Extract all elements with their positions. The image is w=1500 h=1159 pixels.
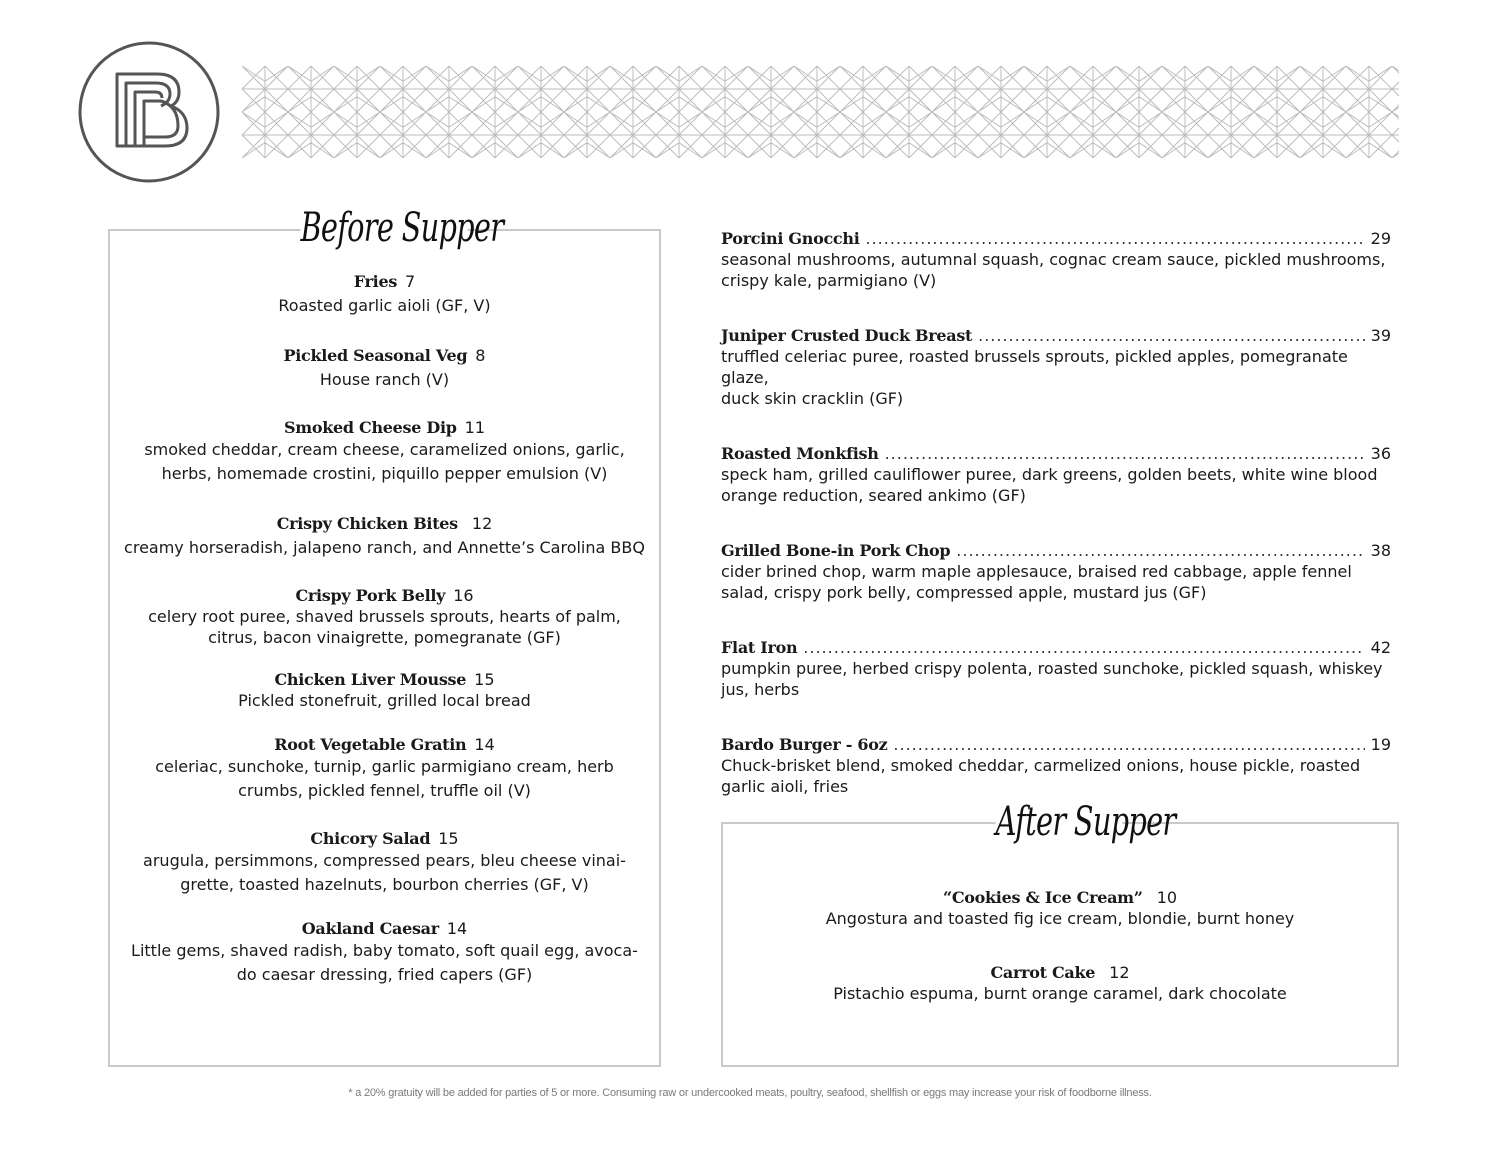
item-price: 36 bbox=[1370, 444, 1391, 463]
menu-item bbox=[124, 670, 645, 711]
menu-item bbox=[721, 228, 1391, 291]
item-description: herbs, homemade crostini, piquillo pepper emulsion (V) bbox=[161, 464, 608, 483]
item-price: 15 bbox=[438, 829, 459, 848]
menu-item bbox=[721, 443, 1391, 506]
after-supper-list bbox=[723, 887, 1397, 1037]
item-price: 12 bbox=[471, 514, 493, 533]
item-name: Porcini Gnocchi bbox=[721, 229, 860, 248]
item-name: Oakland Caesar bbox=[301, 919, 439, 938]
item-price: 29 bbox=[1370, 229, 1391, 248]
item-price: 15 bbox=[474, 670, 495, 689]
item-name: Grilled Bone-in Pork Chop bbox=[721, 541, 951, 560]
item-description: Pistachio espuma, burnt orange caramel, dark chocolate bbox=[833, 984, 1287, 1003]
item-description: Pickled stonefruit, grilled local bread bbox=[238, 691, 531, 710]
item-description: duck skin cracklin (GF) bbox=[721, 389, 904, 408]
item-name: Crispy Pork Belly bbox=[295, 586, 446, 605]
item-price: 38 bbox=[1370, 541, 1391, 560]
item-description: celery root puree, shaved brussels sprouts, hearts of palm, bbox=[148, 607, 621, 626]
item-description: do caesar dressing, fried capers (GF) bbox=[236, 965, 533, 984]
item-name: Carrot Cake bbox=[990, 963, 1096, 982]
item-description: grette, toasted hazelnuts, bourbon cherries (GF, V) bbox=[180, 875, 589, 894]
menu-item bbox=[124, 344, 645, 392]
item-description: Chuck-brisket blend, smoked cheddar, carmelized onions, house pickle, roasted bbox=[721, 756, 1361, 775]
item-price: 14 bbox=[446, 919, 468, 938]
item-description: pumpkin puree, herbed crispy polenta, roasted sunchoke, pickled squash, whiskey bbox=[721, 659, 1383, 678]
dot-leader bbox=[956, 540, 1364, 561]
item-price: 14 bbox=[474, 735, 495, 754]
item-description: truffled celeriac puree, roasted brussels sprouts, pickled apples, pomegranate glaze, bbox=[721, 347, 1348, 387]
item-name: Root Vegetable Gratin bbox=[274, 735, 467, 754]
bardo-logo bbox=[77, 40, 221, 184]
item-price: 39 bbox=[1370, 326, 1391, 345]
menu-item bbox=[723, 887, 1397, 929]
item-price: 19 bbox=[1370, 735, 1391, 754]
dot-leader bbox=[978, 325, 1365, 346]
item-description: Angostura and toasted fig ice cream, blondie, burnt honey bbox=[825, 909, 1295, 928]
item-name: Smoked Cheese Dip bbox=[283, 418, 457, 437]
item-description: Roasted garlic aioli (GF, V) bbox=[278, 296, 491, 315]
dot-leader bbox=[865, 228, 1364, 249]
menu-item bbox=[124, 512, 645, 560]
item-description: Little gems, shaved radish, baby tomato, soft quail egg, avoca- bbox=[131, 941, 638, 960]
item-name: Fries bbox=[353, 272, 398, 291]
item-price: 16 bbox=[453, 586, 474, 605]
item-price: 7 bbox=[405, 272, 416, 291]
item-description: celeriac, sunchoke, turnip, garlic parmigiano cream, herb bbox=[155, 757, 614, 776]
item-name: Chicken Liver Mousse bbox=[274, 670, 467, 689]
item-description: salad, crispy pork belly, compressed apple, mustard jus (GF) bbox=[721, 583, 1207, 602]
before-supper-title: Before Supper bbox=[300, 198, 467, 258]
menu-item bbox=[723, 962, 1397, 1004]
item-name: Pickled Seasonal Veg bbox=[283, 346, 468, 365]
item-price: 8 bbox=[475, 346, 486, 365]
item-name: Chicory Salad bbox=[310, 829, 431, 848]
before-supper-list bbox=[124, 270, 645, 987]
item-description: garlic aioli, fries bbox=[721, 777, 849, 796]
menu-item bbox=[721, 734, 1391, 797]
item-name: “Cookies & Ice Cream” bbox=[942, 888, 1143, 907]
item-price: 42 bbox=[1370, 638, 1391, 657]
item-description: seasonal mushrooms, autumnal squash, cognac cream sauce, pickled mushrooms, bbox=[721, 250, 1386, 269]
item-description: citrus, bacon vinaigrette, pomegranate (GF) bbox=[208, 628, 561, 647]
dot-leader bbox=[803, 637, 1364, 658]
item-description: cider brined chop, warm maple applesauce, braised red cabbage, apple fennel bbox=[721, 562, 1352, 581]
item-price: 12 bbox=[1109, 963, 1130, 982]
menu-item bbox=[124, 919, 645, 987]
item-description: orange reduction, seared ankimo (GF) bbox=[721, 486, 1026, 505]
item-description: crumbs, pickled fennel, truffle oil (V) bbox=[238, 781, 531, 800]
after-supper-title: After Supper bbox=[996, 792, 1123, 852]
pattern-lines bbox=[242, 66, 1399, 158]
geometric-pattern-banner bbox=[242, 66, 1399, 158]
menu-item bbox=[124, 418, 645, 486]
menu-item bbox=[124, 586, 645, 648]
menu-item bbox=[124, 735, 645, 803]
item-price: 11 bbox=[464, 418, 486, 437]
menu-item bbox=[124, 270, 645, 318]
item-description: smoked cheddar, cream cheese, caramelized onions, garlic, bbox=[144, 440, 625, 459]
item-description: House ranch (V) bbox=[319, 370, 450, 389]
menu-item bbox=[721, 637, 1391, 700]
item-description: creamy horseradish, jalapeno ranch, and Annette’s Carolina BBQ bbox=[124, 538, 645, 557]
mains-list bbox=[721, 228, 1391, 831]
item-name: Crispy Chicken Bites bbox=[276, 514, 458, 533]
dot-leader bbox=[893, 734, 1364, 755]
item-description: crispy kale, parmigiano (V) bbox=[721, 271, 937, 290]
item-name: Bardo Burger - 6oz bbox=[721, 735, 888, 754]
item-description: jus, herbs bbox=[721, 680, 800, 699]
menu-item bbox=[721, 325, 1391, 409]
item-name: Flat Iron bbox=[721, 638, 798, 657]
menu-item bbox=[124, 829, 645, 897]
dot-leader bbox=[885, 443, 1365, 464]
item-name: Juniper Crusted Duck Breast bbox=[721, 326, 973, 345]
menu-item bbox=[721, 540, 1391, 603]
gratuity-footnote: * a 20% gratuity will be added for parties of 5 or more. Consuming raw or undercooked meats, poultry, seafood, shellfish or eggs may increase your risk of foodborne illness. bbox=[348, 1087, 1152, 1099]
item-name: Roasted Monkfish bbox=[721, 444, 879, 463]
item-description: arugula, persimmons, compressed pears, bleu cheese vinai- bbox=[143, 851, 626, 870]
item-description: speck ham, grilled cauliflower puree, dark greens, golden beets, white wine blood bbox=[721, 465, 1378, 484]
item-price: 10 bbox=[1156, 888, 1178, 907]
